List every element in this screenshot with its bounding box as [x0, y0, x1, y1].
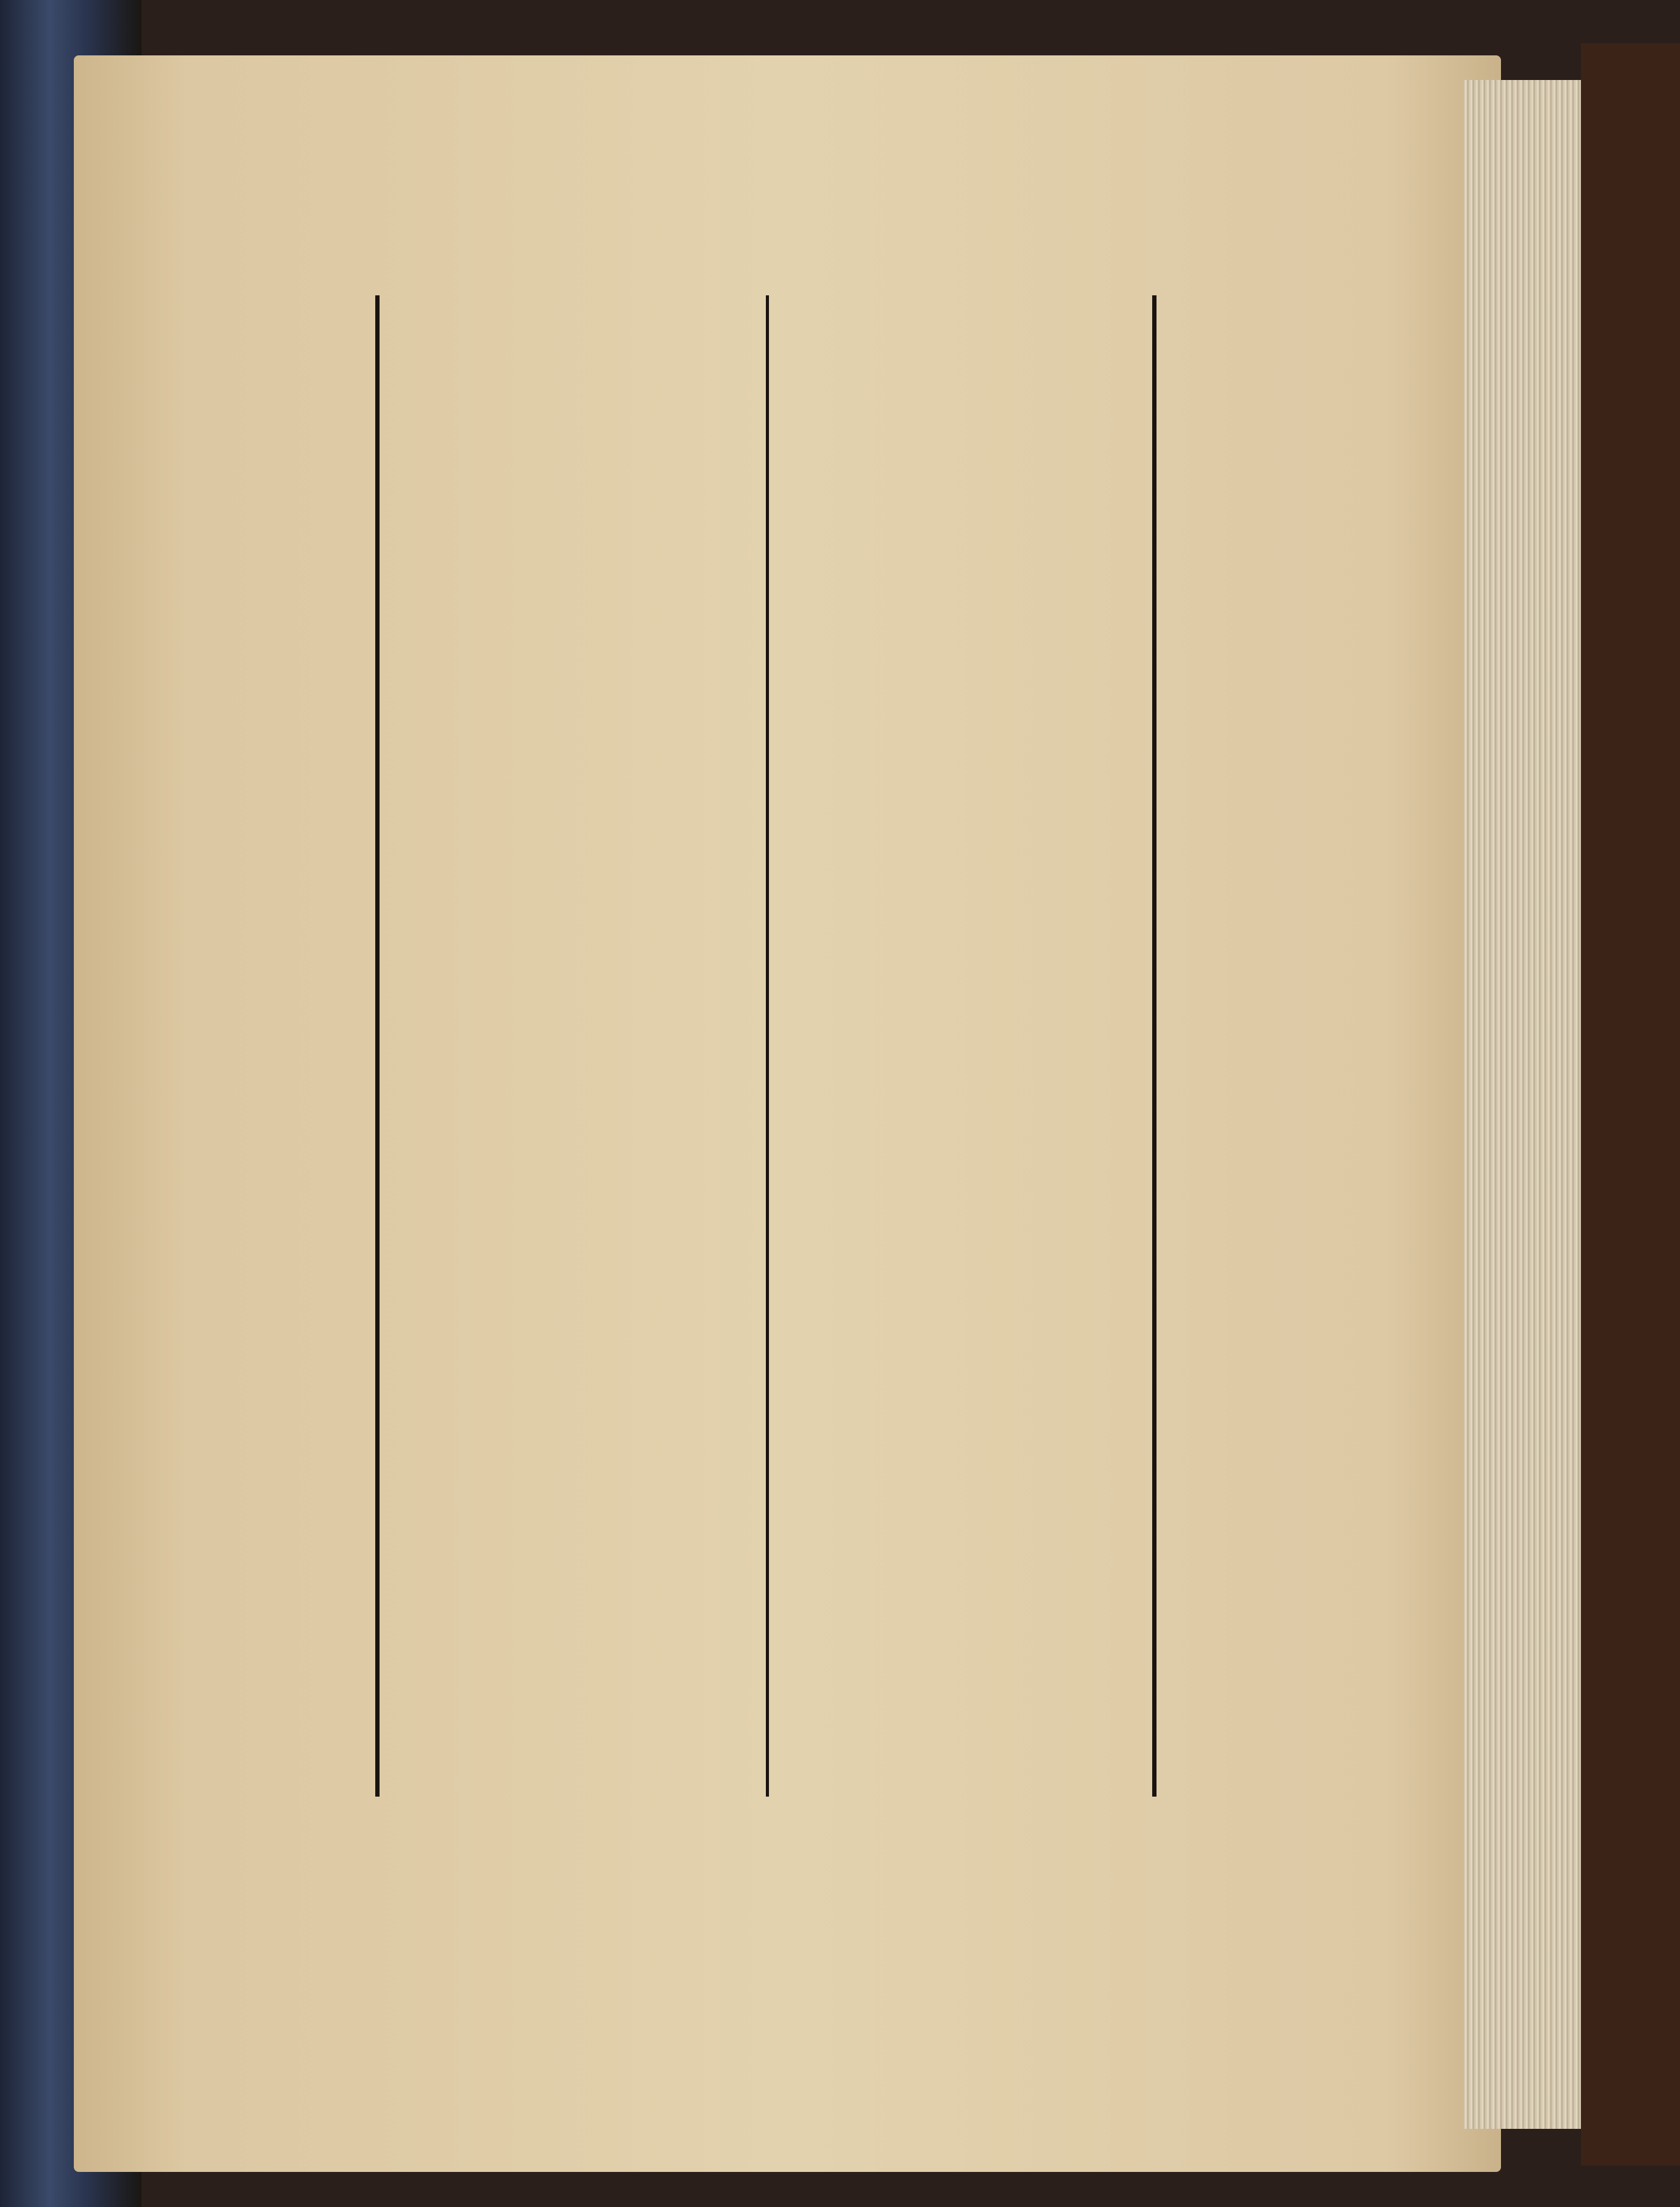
calendar-table-rotated	[301, 295, 1292, 1797]
calendar-row-top	[380, 295, 766, 1797]
calendar-row-bottom	[766, 295, 1152, 1797]
page-edges	[1464, 80, 1594, 2129]
book-cover-right	[1581, 43, 1680, 2166]
calendar-grid	[375, 295, 1156, 1797]
